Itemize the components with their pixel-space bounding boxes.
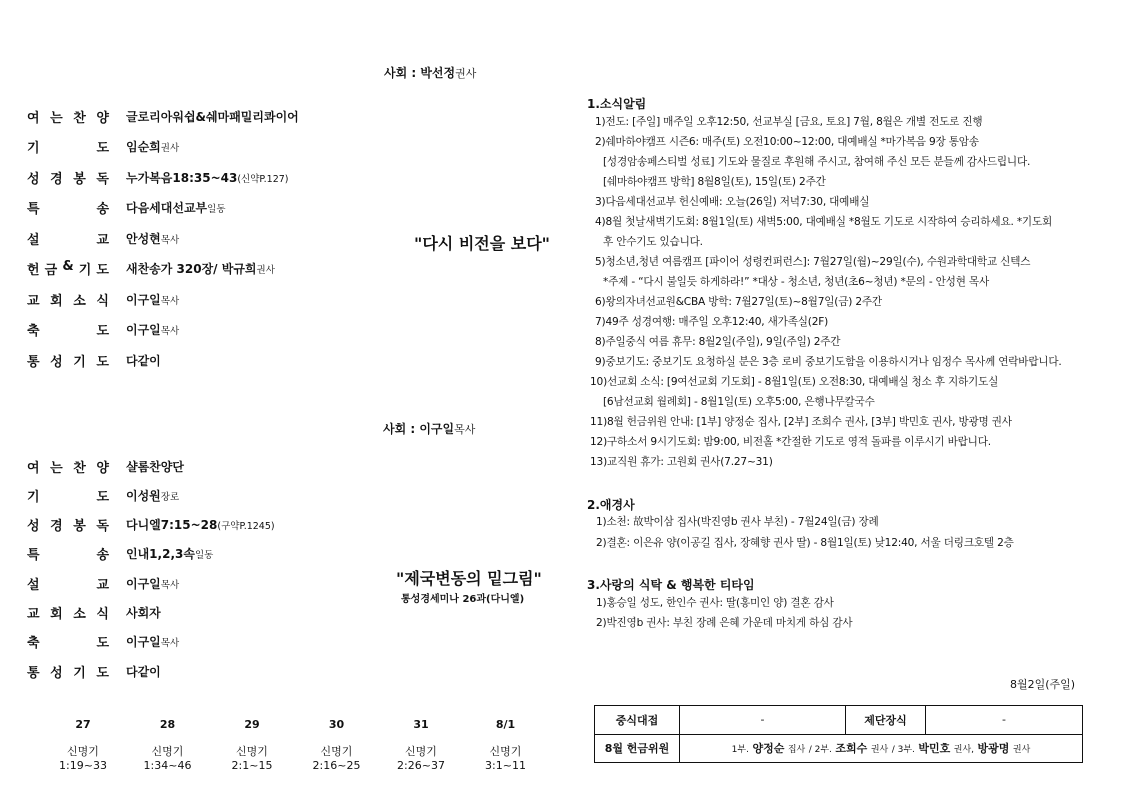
- order-value-text: 이구일: [126, 292, 161, 307]
- condolence-title: 2.애경사: [587, 498, 635, 512]
- order-label: 특 송: [27, 202, 109, 217]
- part3-label: / 3부.: [891, 745, 915, 756]
- schedule-date: 29: [244, 718, 260, 731]
- lunch-label: 중식대접: [595, 706, 680, 735]
- service2-host-name: 사회 : 이구일: [383, 422, 455, 436]
- schedule-date: 31: [413, 718, 429, 731]
- order-value: [126, 575, 179, 592]
- order-row: [27, 515, 275, 535]
- order-value: [126, 169, 289, 186]
- order-row: [27, 350, 161, 370]
- list-item: 9)중보기도: 중보기도 요청하실 분은 3층 로비 중보기도함을 이용하시거나 임정수 목사께 연락바랍니다.: [595, 356, 1062, 368]
- order-value-suffix: (구약P.1245): [217, 521, 275, 533]
- order-row: [27, 320, 179, 340]
- order-label: 통 성 기 도: [27, 665, 109, 681]
- order-row: [27, 603, 161, 623]
- order-value-text: 이구일: [126, 323, 161, 337]
- schedule-book: 신명기: [489, 745, 522, 758]
- schedule-ref: 3:1~11: [485, 759, 526, 772]
- order-value: [126, 516, 275, 533]
- order-label: 헌 금 & 기 도: [27, 259, 109, 278]
- list-item: 1)전도: [주일] 매주일 오후12:50, 선교부실 [금요, 토요] 7월, 8월은 개별 전도로 진행: [595, 116, 983, 128]
- order-value: [126, 199, 226, 216]
- schedule-day: [471, 718, 541, 773]
- list-item: 2)쉐마하야캠프 시즌6: 매주(토) 오전10:00~12:00, 대예배실 *마가복음 9장 통암송: [595, 136, 979, 148]
- list-item: 13)교직원 휴가: 고원회 권사(7.27~31): [590, 456, 773, 468]
- service1-host-title: 권사: [455, 67, 477, 80]
- order-value-text: 인내1,2,3속: [126, 547, 195, 562]
- order-label: 성 경 봉 독: [27, 519, 109, 535]
- order-value: [126, 663, 161, 680]
- member-name: 양정순: [752, 742, 785, 756]
- part1-label: 1부.: [731, 745, 749, 756]
- order-label: 특 송: [27, 548, 109, 564]
- order-value-suffix: 목사: [160, 579, 180, 591]
- order-value-suffix: 목사: [160, 234, 180, 246]
- list-item: 1)홍승일 성도, 한인수 권사: 딸(홍미인 양) 결혼 감사: [596, 597, 834, 609]
- list-item: 7)49주 성경여행: 매주일 오후12:40, 새가족실(2F): [595, 316, 829, 328]
- order-value: [126, 545, 213, 562]
- schedule-ref: 2:26~37: [397, 759, 445, 772]
- order-value: [126, 633, 179, 650]
- service2-host: [383, 420, 475, 437]
- altar-label: 제단장식: [846, 706, 926, 735]
- order-value-suffix: 목사: [160, 638, 180, 650]
- list-item: [6남선교회 월례회] - 8월1일(토) 오후5:00, 은행나무칼국수: [603, 396, 875, 408]
- order-row: [27, 485, 179, 505]
- schedule-date: 27: [75, 718, 91, 731]
- order-row: [27, 632, 179, 652]
- order-label: 교 회 소 식: [27, 293, 109, 309]
- order-value-text: 이구일: [126, 576, 161, 591]
- list-item: 2)박진영b 권사: 부친 장례 은혜 가운데 마치게 하심 감사: [596, 617, 853, 629]
- order-row: [27, 544, 213, 564]
- schedule-date: 8/1: [495, 718, 516, 731]
- order-value: [126, 291, 179, 308]
- list-item: 10)선교회 소식: [9여선교회 기도회] - 8월1일(토) 오전8:30, 대예배실 청소 후 지하기도실: [590, 376, 999, 388]
- order-value-text: 다음세대선교부: [126, 201, 208, 215]
- schedule-book: 신명기: [405, 745, 437, 758]
- order-label: 설 교: [27, 232, 109, 248]
- list-item: 후 안수기도 있습니다.: [603, 236, 703, 248]
- order-value-suffix: 권사: [160, 143, 180, 154]
- order-value-suffix: 일동: [194, 550, 214, 562]
- lunch-value: -: [680, 706, 846, 735]
- order-row: [27, 661, 161, 681]
- order-value: [126, 604, 161, 621]
- order-value-suffix: 일동: [207, 204, 226, 215]
- schedule-ref: 1:19~33: [59, 759, 107, 772]
- list-item: 11)8월 헌금위원 안내: [1부] 양정순 집사, [2부] 조희수 권사, [3부] 박민호 권사, 방광명 권사: [590, 416, 1012, 428]
- order-value: [126, 458, 184, 475]
- schedule-book: 신명기: [151, 745, 184, 758]
- list-item: 4)8월 첫날새벽기도회: 8월1일(토) 새벽5:00, 대예배실 *8월도 기도로 시작하여 승리하세요. *기도회: [595, 216, 1053, 228]
- schedule-day: [217, 718, 287, 773]
- order-value-text: 글로리아워쉽&쉐마패밀리콰이어: [126, 109, 299, 124]
- order-value: [126, 487, 179, 504]
- order-value-suffix: 장로: [160, 491, 180, 503]
- altar-value: -: [926, 706, 1083, 735]
- order-label: 기 도: [27, 489, 109, 505]
- member-title: 권사,: [953, 745, 975, 756]
- order-row: [27, 259, 275, 279]
- member-name: 조희수: [835, 742, 868, 756]
- order-label: 여 는 찬 양: [27, 460, 109, 476]
- order-value-text: 누가복음18:35~43: [126, 170, 238, 185]
- order-label: 여 는 찬 양: [27, 110, 109, 126]
- schedule-book: 신명기: [320, 745, 353, 758]
- order-row: [27, 137, 179, 157]
- schedule-ref: 2:16~25: [312, 759, 361, 772]
- member-title: 권사: [1012, 745, 1031, 756]
- order-value-text: 다같이: [126, 353, 161, 368]
- list-item: 8)주일중식 여름 휴무: 8월2일(주일), 9일(주일) 2주간: [595, 336, 841, 348]
- thanks-title: 3.사랑의 식탁 & 행복한 티타임: [587, 578, 755, 592]
- schedule-ref: 2:1~15: [231, 759, 273, 772]
- order-row: [27, 289, 179, 309]
- order-value-text: 임순희: [126, 140, 161, 154]
- order-value-suffix: 목사: [160, 326, 180, 337]
- schedule-book: 신명기: [67, 745, 99, 758]
- order-label: 성 경 봉 독: [27, 171, 109, 187]
- schedule-date: 30: [328, 718, 345, 731]
- order-label: 축 도: [27, 636, 109, 652]
- order-value-suffix: 권사: [256, 265, 275, 276]
- service2-sermon-subtitle: 통성경세미나 26과(다니엘): [401, 594, 525, 605]
- list-item: 12)구하소서 9시기도회: 밤9:00, 비전홀 *간절한 기도로 영적 돌파를 이루시기 바랍니다.: [590, 436, 991, 448]
- service-table: [594, 705, 1083, 763]
- news-title: 1.소식알림: [587, 97, 647, 111]
- order-value-text: 사회자: [126, 606, 161, 620]
- schedule-date: 28: [159, 718, 176, 731]
- service1-host: [384, 64, 476, 81]
- order-value-text: 다같이: [126, 664, 161, 679]
- order-value: [126, 230, 179, 247]
- schedule-day: [302, 718, 372, 773]
- order-value: [126, 138, 179, 155]
- schedule-day: [48, 718, 118, 773]
- order-row: [27, 573, 179, 593]
- order-value: [126, 260, 275, 277]
- service2-sermon-title: "제국변동의 밑그림": [396, 569, 542, 588]
- member-name: 방광명: [977, 742, 1010, 756]
- service1-host-name: 사회 : 박선정: [384, 66, 456, 80]
- order-row: [27, 198, 226, 218]
- order-value-text: 다니엘7:15~28: [126, 518, 218, 533]
- service2-host-title: 목사: [454, 423, 476, 436]
- list-item: 1)소천: 故박이삼 집사(박진영b 권사 부친) - 7월24일(금) 장례: [596, 516, 879, 528]
- order-value-suffix: 목사: [160, 295, 180, 307]
- schedule-day: [133, 718, 203, 773]
- list-item: [쉐마하야캠프 방학] 8월8일(토), 15일(토) 2주간: [603, 176, 826, 188]
- order-value-text: 이성원: [126, 488, 161, 503]
- order-value: [126, 321, 179, 338]
- order-value: [126, 352, 161, 369]
- offering-members: [680, 734, 1083, 763]
- service1-sermon-title: "다시 비전을 보다": [414, 234, 551, 253]
- list-item: *주제 - “다시 불일듯 하게하라!” *대상 - 청소년, 청년(초6~청년) *문의 - 안성현 목사: [603, 276, 989, 288]
- member-title: 집사: [787, 745, 806, 756]
- bulletin-date: 8월2일(주일): [1010, 678, 1076, 691]
- order-row: [27, 106, 299, 126]
- order-value-text: 이구일: [126, 635, 161, 650]
- list-item: 5)청소년,청년 여름캠프 [파이어 성령컨퍼런스]: 7월27일(월)~29일(수), 수원과학대학교 신텍스: [595, 256, 1031, 268]
- list-item: 3)다음세대선교부 헌신예배: 오늘(26일) 저녁7:30, 대예배실: [595, 196, 870, 208]
- order-label: 설 교: [27, 577, 109, 593]
- order-label: 축 도: [27, 324, 109, 339]
- order-value-text: 샬롬찬양단: [126, 459, 184, 474]
- schedule-day: [386, 718, 456, 773]
- schedule-book: 신명기: [236, 745, 268, 758]
- list-item: 2)결혼: 이은유 양(이공길 집사, 장혜향 권사 딸) - 8월1일(토) 낮12:40, 서울 더링크호텔 2층: [596, 537, 1014, 549]
- order-value-suffix: (신약P.127): [237, 173, 289, 185]
- offering-label: 8월 헌금위원: [595, 734, 680, 763]
- order-row: [27, 456, 184, 476]
- member-name: 박민호: [918, 742, 951, 756]
- order-label: 통 성 기 도: [27, 354, 109, 370]
- order-value: [126, 108, 299, 125]
- order-row: [27, 228, 179, 248]
- order-value-text: 안성현: [126, 231, 161, 246]
- member-title: 권사: [870, 745, 889, 756]
- order-value-text: 새찬송가 320장/ 박규희: [126, 262, 257, 276]
- schedule-ref: 1:34~46: [143, 759, 192, 772]
- order-row: [27, 167, 289, 187]
- list-item: [성경암송페스티벌 성료] 기도와 물질로 후원해 주시고, 참여해 주신 모든 분들께 감사드립니다.: [603, 156, 1031, 168]
- part2-label: / 2부.: [808, 745, 832, 756]
- list-item: 6)왕의자녀선교원&CBA 방학: 7월27일(토)~8월7일(금) 2주간: [595, 296, 882, 308]
- order-label: 기 도: [27, 141, 109, 156]
- order-label: 교 회 소 식: [27, 607, 109, 622]
